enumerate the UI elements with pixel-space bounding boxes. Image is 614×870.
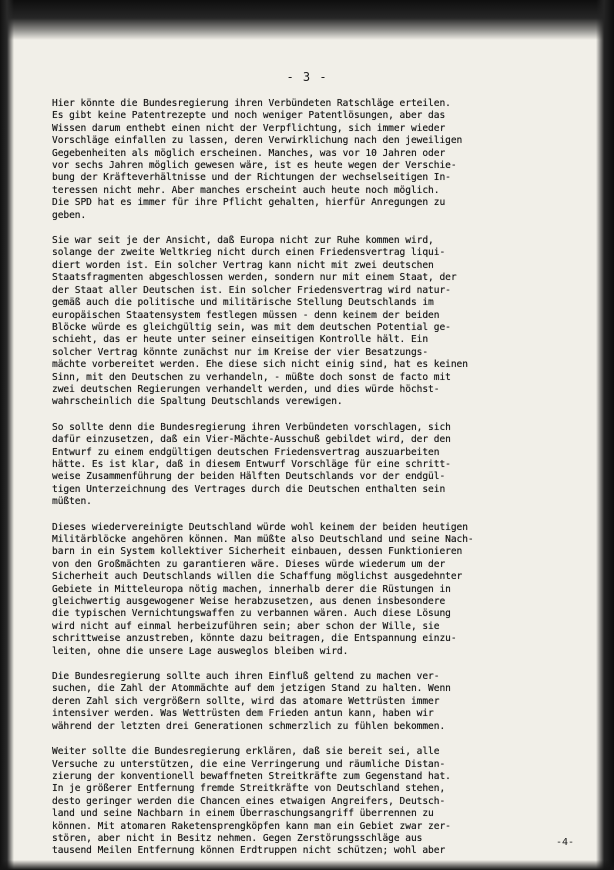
text-line: diert worden ist. Ein solcher Vertrag kann nicht mit zwei deutschen [52, 259, 434, 271]
text-line: tigen Unterzeichnung des Vertrages durch die Deutschen enthalten sein [52, 483, 446, 495]
text-line: die typischen Vernichtungswaffen zu verbannen wären. Auch diese Lösung [52, 608, 451, 620]
text-line: Die SPD hat es immer für ihre Pflicht gehalten, hierfür Anregungen zu [52, 197, 446, 209]
text-line: desto geringer werden die Chancen eines etwaigen Angreifers, Deutsch- [52, 795, 446, 807]
text-line: In je größerer Entfernung fremde Streitkräfte von Deutschland stehen, [52, 783, 446, 795]
text-line: leiten, ohne die unsere Lage ausweglos bleiben wird. [52, 645, 349, 657]
continuation-marker: -4- [555, 837, 574, 848]
text-line: der Staat aller Deutschen ist. Ein solcher Friedensvertrag wird natur- [52, 284, 451, 296]
text-line: bung der Kräfteverhältnisse und der Richtungen der wechselseitigen In- [52, 172, 451, 184]
text-line: Militärblöcke angehören können. Man müßte also Deutschland und seine Nach- [52, 534, 474, 545]
text-line: wird nicht auf einmal herbeizuführen sein; aber schon der Wille, sie [52, 620, 440, 632]
page-number: - 3 - [286, 70, 328, 84]
text-line: während der letzten drei Generationen schmerzlich zu fühlen bekommen. [52, 720, 446, 732]
paragraph [52, 671, 592, 733]
text-line: Vorschläge einfallen zu lassen, deren Verwirklichung nach den jeweiligen [52, 135, 463, 147]
text-line: zwei deutschen Regierungen verhandelt werden, und dies würde höchst- [52, 383, 440, 395]
scan-border-right [596, 0, 614, 870]
scan-border-top [0, 0, 614, 40]
text-line: Sinn, mit den Deutschen zu verhandeln, - müßte doch sonst de facto mit [52, 371, 451, 383]
text-line: So sollte denn die Bundesregierung ihren Verbündeten vorschlagen, sich [52, 421, 451, 433]
text-line: dafür einzusetzen, daß ein Vier-Mächte-Ausschuß gebildet wird, der den [52, 434, 451, 446]
text-line: deren Zahl sich vergrößern sollte, wird das atomare Wettrüsten immer [52, 695, 440, 707]
paragraph [52, 98, 592, 222]
text-line: barn in ein System kollektiver Sicherheit einbauen, dessen Funktionieren [52, 546, 463, 558]
paragraph [52, 746, 592, 858]
text-line: Dieses wiedervereinigte Deutschland würde wohl keinem der beiden heutigen [52, 521, 468, 533]
text-line: können. Mit atomaren Raketensprengköpfen kann man ein Gebiet zwar zer- [52, 820, 451, 832]
text-line: Blöcke würde es gleichgültig sein, was mit dem deutschen Potential ge- [52, 321, 451, 333]
text-line: tausend Meilen Entfernung können Erdtruppen nicht schützen; wohl aber [52, 845, 446, 857]
text-line: wahrscheinlich die Spaltung Deutschlands verewigen. [52, 396, 343, 408]
text-line: solange der zweite Weltkrieg nicht durch einen Friedensvertrag liqui- [52, 247, 446, 259]
text-line: weise Zusammenführung der beiden Hälften Deutschlands vor der endgül- [52, 471, 446, 483]
paragraph [52, 522, 592, 658]
text-line: vor sechs Jahren möglich gewesen wäre, ist es heute wegen der Verschie- [52, 160, 457, 172]
text-line: geben. [52, 209, 87, 221]
text-line: schieht, das er heute unter seiner einseitigen Kontrolle hält. Ein [52, 334, 429, 346]
paragraph [52, 235, 592, 409]
text-line: hätte. Es ist klar, daß in diesem Entwurf Vorschläge für eine schritt- [52, 458, 451, 470]
text-line: Gegebenheiten als möglich erscheinen. Manches, was vor 10 Jahren oder [52, 147, 446, 159]
paragraph [52, 422, 592, 509]
scan-border-left [0, 0, 14, 870]
text-line: zierung der konventionell bewaffneten Streitkräfte zum Gegenstand hat. [52, 770, 451, 782]
text-line: Sicherheit auch Deutschlands willen die Schaffung möglichst ausgedehnter [52, 571, 463, 583]
text-line: mächte vorbereitet werden. Ehe diese sich nicht einig sind, hat es keinen [52, 359, 468, 371]
text-line: Sie war seit je der Ansicht, daß Europa nicht zur Ruhe kommen wird, [52, 235, 434, 247]
text-line: gleichwertig ausgewogener Weise herabzusetzen, aus denen insbesondere [52, 596, 446, 608]
text-line: solcher Vertrag könnte zunächst nur im Kreise der vier Besatzungs- [52, 346, 429, 358]
text-line: müßten. [52, 496, 92, 508]
text-line: europäischen Staatensystem festlegen müssen - denn keinem der beiden [52, 309, 440, 321]
document-body [52, 98, 592, 870]
text-line: Hier könnte die Bundesregierung ihren Verbündeten Ratschläge erteilen. [52, 98, 451, 109]
text-line: Weiter sollte die Bundesregierung erklären, daß sie bereit sei, alle [52, 746, 440, 758]
text-line: land und seine Nachbarn in einem Überraschungsangriff überrennen zu [52, 808, 434, 820]
text-line: Wissen darum enthebt einen nicht der Verpflichtung, sich immer wieder [52, 122, 446, 134]
text-line: Versuche zu unterstützen, die eine Verringerung und räumliche Distan- [52, 758, 446, 770]
text-line: stören, aber nicht in Besitz nehmen. Gegen Zerstörungsschläge aus [52, 832, 423, 844]
text-line: Staatsfragmenten abgeschlossen werden, sondern nur mit einem Staat, der [52, 272, 457, 284]
text-line: gemäß auch die politische und militärische Stellung Deutschlands im [52, 297, 434, 309]
text-line: suchen, die Zahl der Atommächte auf dem jetzigen Stand zu halten. Wenn [52, 683, 451, 695]
text-line: intensiver werden. Was Wettrüsten dem Frieden antun kann, haben wir [52, 708, 434, 720]
text-line: Die Bundesregierung sollte auch ihren Einfluß geltend zu machen ver- [52, 671, 440, 683]
text-line: teressen nicht mehr. Aber manches erscheint auch heute noch möglich. [52, 184, 440, 196]
text-line: Entwurf zu einem endgültigen deutschen Friedensvertrag auszuarbeiten [52, 446, 440, 458]
text-line: von den Großmächten zu garantieren wäre. Dieses würde wiederum um der [52, 558, 446, 570]
text-line: Gebiete in Mitteleuropa nötig machen, innerhalb derer die Rüstungen in [52, 583, 451, 595]
text-line: Es gibt keine Patentrezepte und noch weniger Patentlösungen, aber das [52, 110, 446, 122]
text-line: schrittweise anzustreben, könnte dazu beitragen, die Entspannung einzu- [52, 633, 457, 645]
